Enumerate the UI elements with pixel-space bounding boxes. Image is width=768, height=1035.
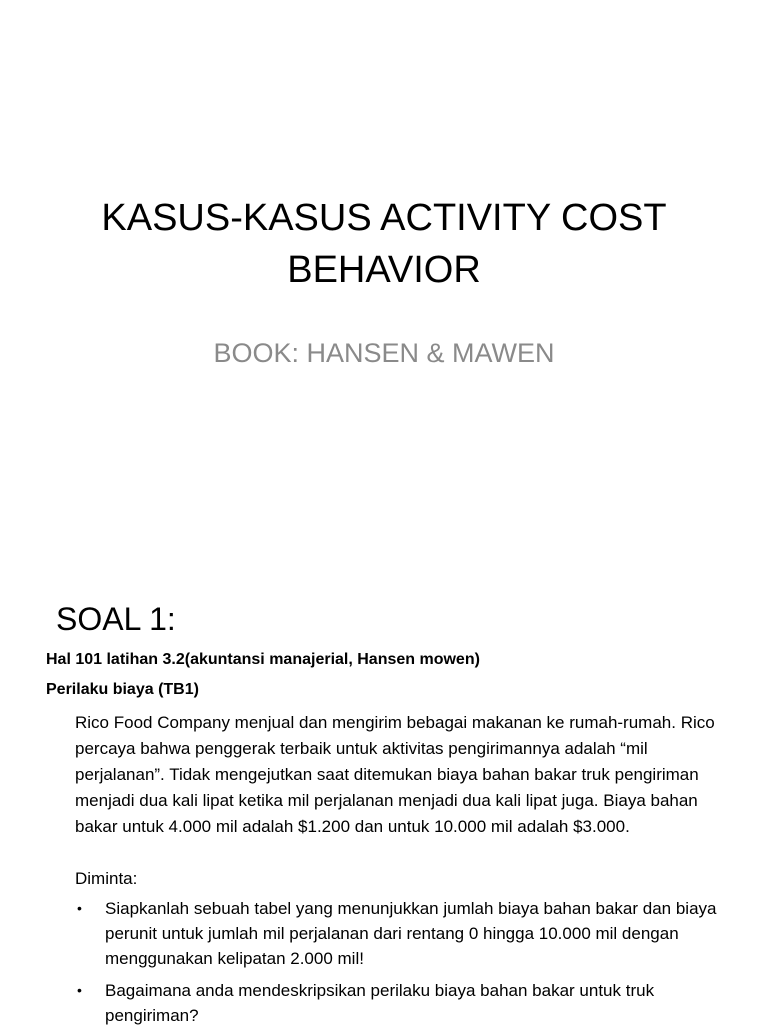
problem-paragraph: Rico Food Company menjual dan mengirim bebagai makanan ke rumah-rumah. Rico percaya bahwa penggerak terbaik untuk aktivitas pengirimannya adalah “mil perjalanan”. Tidak mengejutkan saat ditemukan biaya bahan bakar truk pengiriman menjadi dua kali lipat ketika mil perjalanan menjadi dua kali lipat juga. Biaya bahan bakar untuk 4.000 mil adalah $1.200 dan untuk 10.000 mil adalah $3.000. <box>75 713 715 836</box>
list-item-text: Siapkanlah sebuah tabel yang menunjukkan jumlah biaya bahan bakar dan biaya perunit untuk jumlah mil perjalanan dari rentang 0 hingga 10.000 mil dengan menggunakan kelipatan 2.000 mil! <box>105 899 717 968</box>
requirements-list <box>75 896 727 1035</box>
bullet-icon: • <box>77 900 82 916</box>
exercise-heading: SOAL 1: <box>56 601 176 637</box>
topic-line: Perilaku biaya (TB1) <box>46 681 199 698</box>
requirements-label: Diminta: <box>75 869 138 888</box>
slide-title-line-1: KASUS-KASUS ACTIVITY COST <box>101 197 667 239</box>
bullet-icon: • <box>77 982 82 998</box>
slide-title-line-2: BEHAVIOR <box>287 249 481 291</box>
list-item-text: Bagaimana anda mendeskripsikan perilaku biaya bahan bakar untuk truk pengiriman? <box>105 981 655 1025</box>
reference-line: Hal 101 latihan 3.2(akuntansi manajerial, Hansen mowen) <box>46 651 480 668</box>
list-item <box>75 896 727 971</box>
slide-title <box>40 192 728 296</box>
list-item <box>75 978 727 1028</box>
slide-subtitle: BOOK: HANSEN & MAWEN <box>213 338 555 368</box>
exercise-slide <box>0 576 768 1024</box>
